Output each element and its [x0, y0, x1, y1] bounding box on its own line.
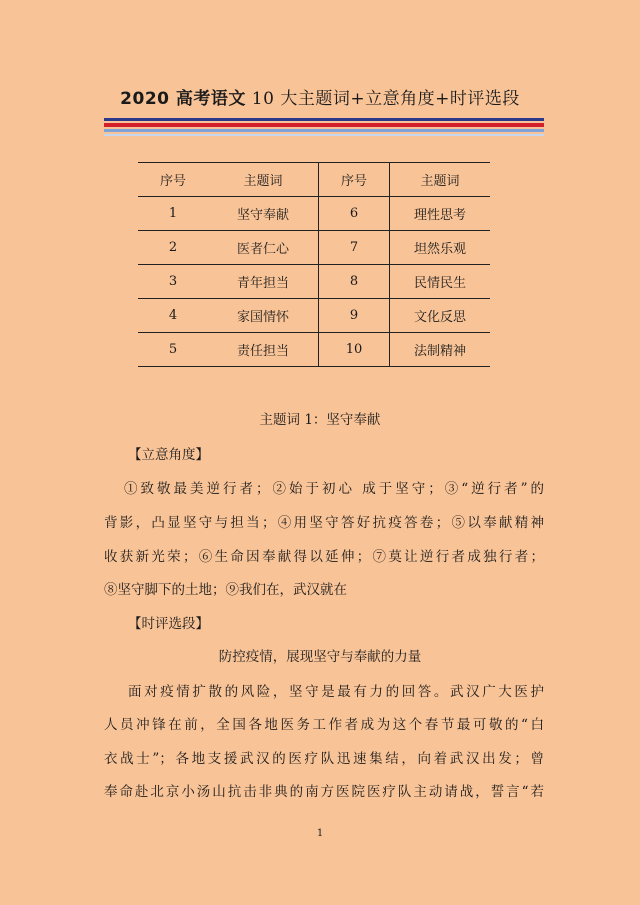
document-title [0, 84, 640, 109]
page-number: 1 [316, 828, 324, 839]
table-cell: 10 [319, 333, 390, 367]
table-cell: 3 [138, 265, 208, 299]
table-row [138, 197, 490, 231]
table-cell: 2 [138, 231, 208, 265]
table-cell: 法制精神 [390, 333, 491, 367]
header-cell: 序号 [138, 163, 208, 197]
table-cell: 8 [319, 265, 390, 299]
topic-table [138, 162, 490, 367]
header-cell: 主题词 [208, 163, 319, 197]
table-cell: 坦然乐观 [390, 231, 491, 265]
comment-title: 防控疫情，展现坚守与奉献的力量 [218, 649, 422, 665]
table-cell: 1 [138, 197, 208, 231]
title-bold-part: 2020 高考语文 [120, 89, 246, 109]
title-rest-part: 10 大主题词+立意角度+时评选段 [245, 89, 520, 109]
table-cell: 家国情怀 [208, 299, 319, 333]
table-cell: 9 [319, 299, 390, 333]
comment-line: 奉命赴北京小汤山抗击非典的南方医院医疗队主动请战，誓言“若 [104, 784, 544, 800]
table-cell: 青年担当 [208, 265, 319, 299]
comment-label: 【时评选段】 [128, 616, 209, 632]
table-cell: 理性思考 [390, 197, 491, 231]
table-row [138, 299, 490, 333]
table-cell: 民情民生 [390, 265, 491, 299]
table-cell: 医者仁心 [208, 231, 319, 265]
comment-line: 衣战士”；各地支援武汉的医疗队迅速集结，向着武汉出发；曾 [104, 751, 544, 767]
comment-line: 面对疫情扩散的风险，坚守是最有力的回答。武汉广大医护 [128, 684, 544, 700]
angle-line: 收获新光荣；⑥生命因奉献得以延伸；⑦莫让逆行者成独行者； [104, 549, 544, 565]
angle-line: ①致敬最美逆行者；②始于初心 成于坚守；③“逆行者”的 [124, 481, 544, 497]
comment-line: 人员冲锋在前，全国各地医务工作者成为这个春节最可敬的“白 [104, 717, 544, 733]
table-header-row [138, 163, 490, 197]
table-row [138, 333, 490, 367]
decorative-rule-navy [104, 118, 544, 121]
table-row [138, 231, 490, 265]
angle-line: ⑧坚守脚下的土地；⑨我们在，武汉就在 [104, 582, 347, 598]
table-row [138, 265, 490, 299]
angle-line: 背影，凸显坚守与担当；④用坚守答好抗疫答卷；⑤以奉献精神 [104, 515, 544, 531]
table-cell: 7 [319, 231, 390, 265]
decorative-rule-lightblue [104, 134, 544, 136]
table-cell: 坚守奉献 [208, 197, 319, 231]
table-cell: 责任担当 [208, 333, 319, 367]
table-cell: 5 [138, 333, 208, 367]
table-cell: 文化反思 [390, 299, 491, 333]
header-cell: 主题词 [390, 163, 491, 197]
section-heading: 主题词 1：坚守奉献 [259, 412, 381, 428]
table-cell: 4 [138, 299, 208, 333]
decorative-rule-red [104, 123, 544, 127]
table-cell: 6 [319, 197, 390, 231]
header-cell: 序号 [319, 163, 390, 197]
decorative-rule-blue [104, 129, 544, 132]
angle-label: 【立意角度】 [128, 447, 209, 463]
